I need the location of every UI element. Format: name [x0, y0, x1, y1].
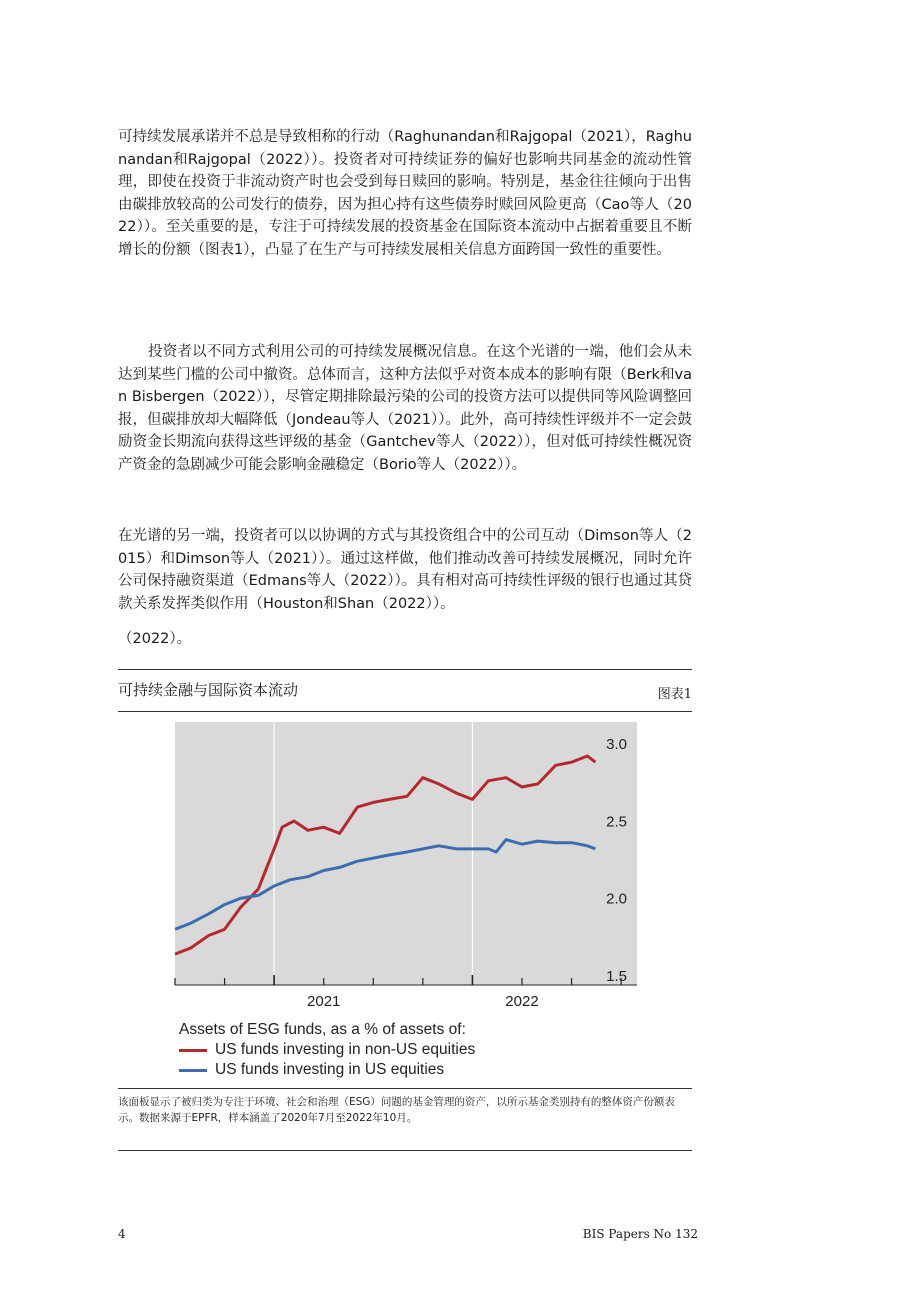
y-tick-label: 2.5 [606, 813, 627, 831]
page-number: 4 [118, 1227, 126, 1241]
body-paragraph-2: 投资者以不同方式利用公司的可持续发展概况信息。在这个光谱的一端，他们会从未达到某些门槛的公司中撤资。总体而言，这种方法似乎对资本成本的影响有限（Berk和van Bisbergen（2022）），尽管定期排除最污染的公司的投资方法可以提供同等风险调整回报，但碳排放却大幅降低（Jondeau等人（2021））。此外，高可持续性评级并不一定会鼓励资金长期流向获得这些评级的基金（Gantchev等人（2022）），但对低可持续性概况资产资金的急剧减少可能会影响金融稳定（Borio等人（2022））。 [118, 344, 692, 473]
body-paragraph-1: 可持续发展承诺并不总是导致相称的行动（Raghunandan和Rajgopal（2021），Raghunandan和Rajgopal（2022））。投资者对可持续证券的偏好也影响共同基金的流动性管理，即使在投资于非流动资产时也会受到每日赎回的影响。特别是，基金往往倾向于出售由碳排放较高的公司发行的债券，因为担心持有这些债券时赎回风险更高（Cao等人（2022））。至关重要的是，专注于可持续发展的投资基金在国际资本流动中占据着重要且不断增长的份额（图表1），凸显了在生产与可持续发展相关信息方面跨国一致性的重要性。 [118, 129, 692, 258]
figure-note: 该面板显示了被归类为专注于环境、社会和治理（ESG）问题的基金管理的资产，以所示基金类别持有的整体资产份额表示。数据来源于EPFR，样本涵盖了2020年7月至2022年10月。 [118, 1096, 675, 1124]
figure-title: 可持续金融与国际资本流动 [118, 681, 299, 699]
y-tick-label: 2.0 [606, 890, 627, 908]
y-tick-label: 3.0 [606, 735, 627, 753]
legend-swatch-red [179, 1049, 207, 1052]
figure-label: 图表1 [657, 687, 692, 702]
chart-legend [179, 1020, 475, 1080]
figure-top-rule [118, 669, 692, 670]
footer-title: BIS Papers No 132 [582, 1227, 698, 1241]
x-tick-label: 2021 [307, 993, 341, 1010]
legend-item-us [179, 1060, 475, 1080]
body-paragraph-4: （2022）。 [118, 631, 192, 647]
body-paragraph-3: 在光谱的另一端，投资者可以以协调的方式与其投资组合中的公司互动（Dimson等人（2015）和Dimson等人（2021））。通过这样做，他们推动改善可持续发展概况，同时允许公司保持融资渠道（Edmans等人（2022））。具有相对高可持续性评级的银行也通过其贷款关系发挥类似作用（Houston和Shan（2022））。 [118, 528, 692, 612]
y-tick-label: 1.5 [606, 968, 627, 985]
figure-bottom-rule [118, 1150, 692, 1151]
legend-title: Assets of ESG funds, as a % of assets of: [179, 1021, 466, 1038]
legend-label-non-us: US funds investing in non-US equities [215, 1041, 476, 1058]
line-chart [118, 712, 692, 1012]
legend-swatch-blue [179, 1069, 207, 1072]
x-tick-label: 2022 [505, 993, 539, 1010]
figure-note-rule [118, 1088, 692, 1089]
legend-label-us: US funds investing in US equities [215, 1061, 445, 1078]
legend-item-non-us [179, 1040, 475, 1060]
